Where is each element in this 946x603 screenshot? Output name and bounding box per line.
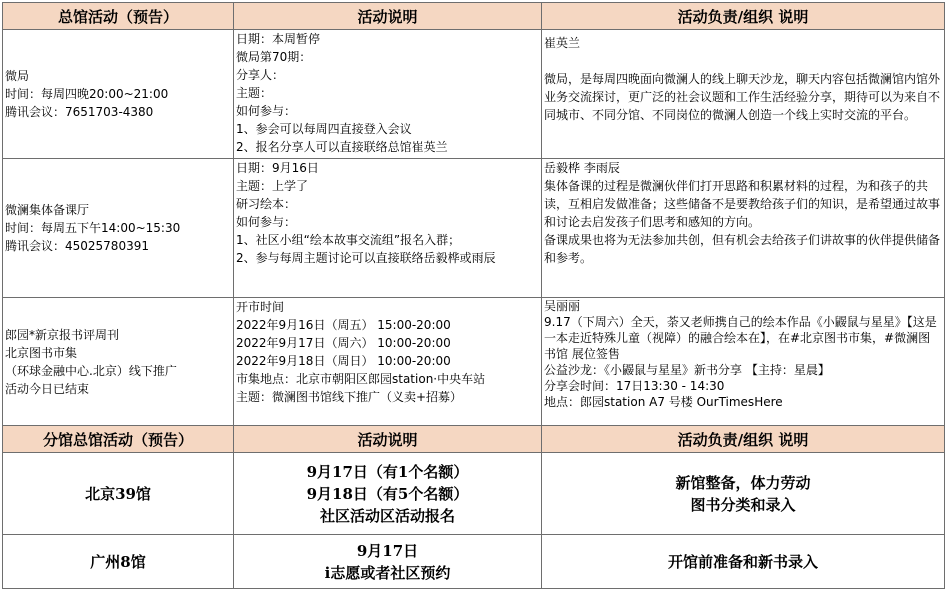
info-line: 2022年9月18日（周日） 10:00-20:00 <box>236 354 451 368</box>
info-line: 开市时间 <box>236 300 285 314</box>
info-line: 1、参会可以每周四直接登入会议 <box>236 122 412 136</box>
header-branch-activity: 分馆总馆活动（预告） <box>3 426 234 453</box>
info-line: 主题：微澜图书馆线下推广（义卖+招募） <box>236 390 463 404</box>
header-main-activity: 总馆活动（预告） <box>3 3 234 30</box>
branch-row-guangzhou-8 <box>3 535 945 589</box>
branch-org-cell <box>542 453 945 535</box>
info-line: 2、报名分享人可以直接联络总馆崔英兰 <box>236 140 448 154</box>
info-line: 主题：上学了 <box>236 179 309 193</box>
main-header-row <box>3 3 945 30</box>
organizer-description: 微局，是每周四晚面向微澜人的线上聊天沙龙，聊天内容包括微澜馆内馆外业务交流探讨，更广泛的社会议题和工作生活经验分享，期待可以为来自不同城市、不同分馆、不同岗位的微澜人创造一个线上实时交流的平台。 <box>544 72 941 122</box>
organizer-name: 崔英兰 <box>544 36 581 50</box>
salon-line: 公益沙龙：《小鼹鼠与星星》新书分享 【主持：星晨】 <box>544 363 830 377</box>
branch-org-line: 图书分类和录入 <box>690 495 796 514</box>
activity-name: 微局 <box>5 69 30 83</box>
organizer-cell <box>542 298 945 426</box>
activity-name-cell <box>3 30 234 159</box>
header-branch-description: 活动说明 <box>234 426 542 453</box>
activity-name: 微澜集体备课厅 <box>5 203 90 217</box>
table-row-group-lesson <box>3 159 945 298</box>
activity-time: 时间：每周四晚20:00~21:00 <box>5 87 169 101</box>
organizer-description: 备课成果也将为无法参加共创，但有机会去给孩子们讲故事的伙伴提供储备和参考。 <box>544 233 941 265</box>
branch-org-line: 新馆整备，体力劳动 <box>675 473 811 492</box>
header-branch-organizer: 活动负责/组织 说明 <box>542 426 945 453</box>
blank-line <box>544 52 942 70</box>
activity-status: 活动今日已结束 <box>5 381 90 396</box>
header-organizer-description: 活动负责/组织 说明 <box>542 3 945 30</box>
branch-info-line: 9月17日 <box>356 541 419 560</box>
organizer-cell <box>542 159 945 298</box>
branch-org-cell <box>542 535 945 589</box>
activity-location: （环球金融中心.北京）线下推广 <box>5 363 177 378</box>
organizer-description: 集体备课的过程是微澜伙伴们打开思路和积累材料的过程，为和孩子的共读，互相启发做准备；这些储备不是要教给孩子们的知识，是希望通过故事和讨论去启发孩子们思考和感知的方向。 <box>544 179 941 229</box>
branch-info-line: 社区活动区活动报名 <box>319 506 455 525</box>
info-line: 如何参与： <box>236 104 297 118</box>
activity-info-cell <box>234 298 542 426</box>
info-line: 日期：9月16日 <box>236 161 319 175</box>
activity-info-cell <box>234 159 542 298</box>
activity-schedule-table <box>2 2 945 589</box>
info-line: 市集地点：北京市朝阳区郎园station·中央车站 <box>236 372 486 386</box>
branch-info-line: 9月17日（有1个名额） <box>306 462 469 481</box>
info-line: 1、社区小组“绘本故事交流组”报名入群； <box>236 233 461 247</box>
info-line: 2022年9月16日（周五） 15:00-20:00 <box>236 318 451 332</box>
branch-row-beijing-39 <box>3 453 945 535</box>
activity-time: 时间：每周五下午14:00~15:30 <box>5 221 181 235</box>
salon-location: 地点：郎园station A7 号楼 OurTimesHere <box>544 395 783 409</box>
organizer-name: 岳毅桦 李雨辰 <box>544 161 620 175</box>
branch-info-cell <box>234 453 542 535</box>
info-line: 如何参与： <box>236 215 297 229</box>
branch-info-line: 9月18日（有5个名额） <box>306 484 469 503</box>
organizer-cell <box>542 30 945 159</box>
branch-header-row <box>3 426 945 453</box>
info-line: 研习绘本： <box>236 197 297 211</box>
activity-meeting-id: 腾讯会议：7651703-4380 <box>5 105 154 119</box>
organizer-description: 9.17（下周六）全天，荼又老师携自己的绘本作品《小鼹鼠与星星》【这是一本走近特殊儿童（视障）的融合绘本在】，在#北京图书市集，#微澜图书馆 展位签售 <box>544 315 937 361</box>
table-row-weiju <box>3 30 945 159</box>
activity-info-cell <box>234 30 542 159</box>
branch-info-line: i志愿或者社区预约 <box>324 563 451 582</box>
activity-name-cell <box>3 298 234 426</box>
info-line: 分享人： <box>236 68 285 82</box>
activity-subtitle: 北京图书市集 <box>5 345 78 360</box>
activity-name: 郎园*新京报书评周刊 <box>5 327 120 342</box>
table-row-book-market <box>3 298 945 426</box>
activity-name-cell <box>3 159 234 298</box>
branch-name: 广州8馆 <box>3 535 234 589</box>
info-line: 2022年9月17日（周六） 10:00-20:00 <box>236 336 451 350</box>
activity-meeting-id: 腾讯会议：45025780391 <box>5 239 149 253</box>
organizer-name: 吴丽丽 <box>544 299 581 313</box>
info-line: 主题： <box>236 86 273 100</box>
branch-org-line: 开馆前准备和新书录入 <box>667 552 818 571</box>
header-activity-description: 活动说明 <box>234 3 542 30</box>
info-line: 微局第70期： <box>236 50 312 64</box>
info-line: 日期：本周暂停 <box>236 32 321 46</box>
info-line: 2、参与每周主题讨论可以直接联络岳毅桦或雨辰 <box>236 251 496 265</box>
branch-info-cell <box>234 535 542 589</box>
salon-time: 分享会时间：17日13:30 - 14:30 <box>544 379 725 393</box>
branch-name: 北京39馆 <box>3 453 234 535</box>
